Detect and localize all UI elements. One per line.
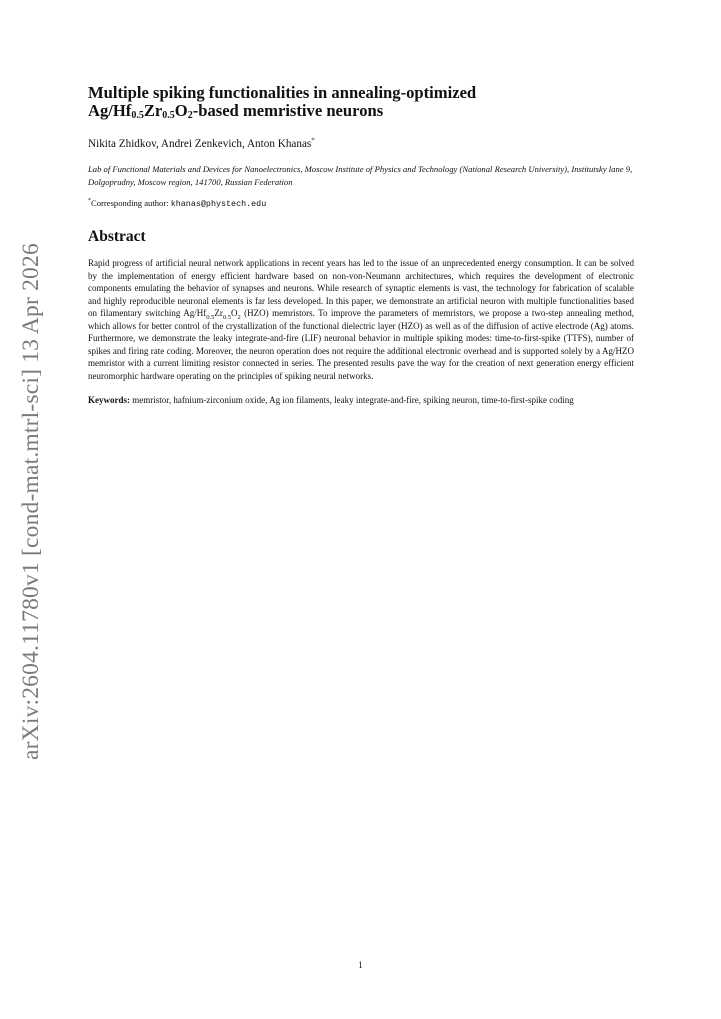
page-number: 1 [358,960,363,970]
abstract-sub-hf: 0.5 [206,313,215,321]
author-names: Nikita Zhidkov, Andrei Zenkevich, Anton Khanas [88,138,312,150]
author-list [88,138,634,150]
title-sub-o: 2 [187,110,193,121]
abstract-formula-ag-hf: Ag/Hf [183,308,207,318]
title-formula-ag-hf: Ag/Hf [88,101,132,120]
title-formula-zr: Zr [143,101,163,120]
paper-title [88,84,634,120]
abstract-formula-zr: Zr [214,308,223,318]
abstract-sub-o: 2 [237,313,241,321]
keywords-list: memristor, hafnium-zirconium oxide, Ag ion filaments, leaky integrate-and-fire, spiking neuron, time-to-first-spike coding [130,395,574,405]
corresponding-email[interactable]: khanas@phystech.edu [170,199,267,209]
title-sub-zr: 0.5 [162,110,175,121]
keywords [88,394,634,407]
keywords-label: Keywords: [88,395,130,405]
corresponding-note-mark: * [88,198,91,205]
title-formula-o: O [174,101,188,120]
corresponding-label: Corresponding author: [91,198,171,208]
title-line-2-suffix: -based memristive neurons [192,101,384,120]
affiliation: Lab of Functional Materials and Devices for Nanoelectronics, Moscow Institute of Physics and Technology (National Research University), Institutsky lane 9, Dolgoprudny, Moscow region, 141700, Russian Federation [88,164,633,187]
abstract-heading: Abstract [88,228,146,245]
abstract-part-2: (HZO) memristors. To improve the parameters of memristors, we propose a two-step annealing method, which allows for better control of the crystallization of the functional dielectric layer (HZO) as well as of the diffusion of active electrode (Ag) atoms. Furthermore, we demonstrate the leaky integrate-and-fire (LIF) neuronal behavior in multiple spiking modes: time-to-first-spike (TTFS), number of spikes and firing rate coding. Moreover, the neuron operation does not require the additional electronic overhead and is supported solely by a Ag/HZO memristor with a current limiting resistor connected in series. The presented results pave the way for the creation of next generation energy efficient neuromorphic hardware operating on the principles of spiking neural networks. [88,308,635,381]
corresponding-author-mark: * [311,136,315,145]
abstract-sub-zr: 0.5 [222,313,231,321]
abstract-body [88,257,634,382]
title-line-1: Multiple spiking functionalities in annealing-optimized [88,83,477,102]
title-sub-hf: 0.5 [131,110,144,121]
title-line-2 [88,101,383,120]
paper-front-matter [88,84,634,407]
corresponding-author-note [88,198,634,209]
abstract-part-1: Rapid progress of artificial neural network applications in recent years has led to the issue of an unprecedented energy consumption. It can be solved by the implementation of energy efficient hardware based on non-von-Neumann architectures, which requires the development of electronic components emulating the behavior of synapses and neurons. While research of synaptic elements is vast, the technology for fabrication of scalable and highly reproducible neuronal elements is far less developed. In this paper, we demonstrate an artificial neuron with multiple functionalities based on filamentary switching [88,258,634,318]
abstract-formula-o: O [231,308,238,318]
arxiv-identifier-stamp: arXiv:2604.11780v1 [cond-mat.mtrl-sci] 13 Apr 2026 [18,243,44,760]
